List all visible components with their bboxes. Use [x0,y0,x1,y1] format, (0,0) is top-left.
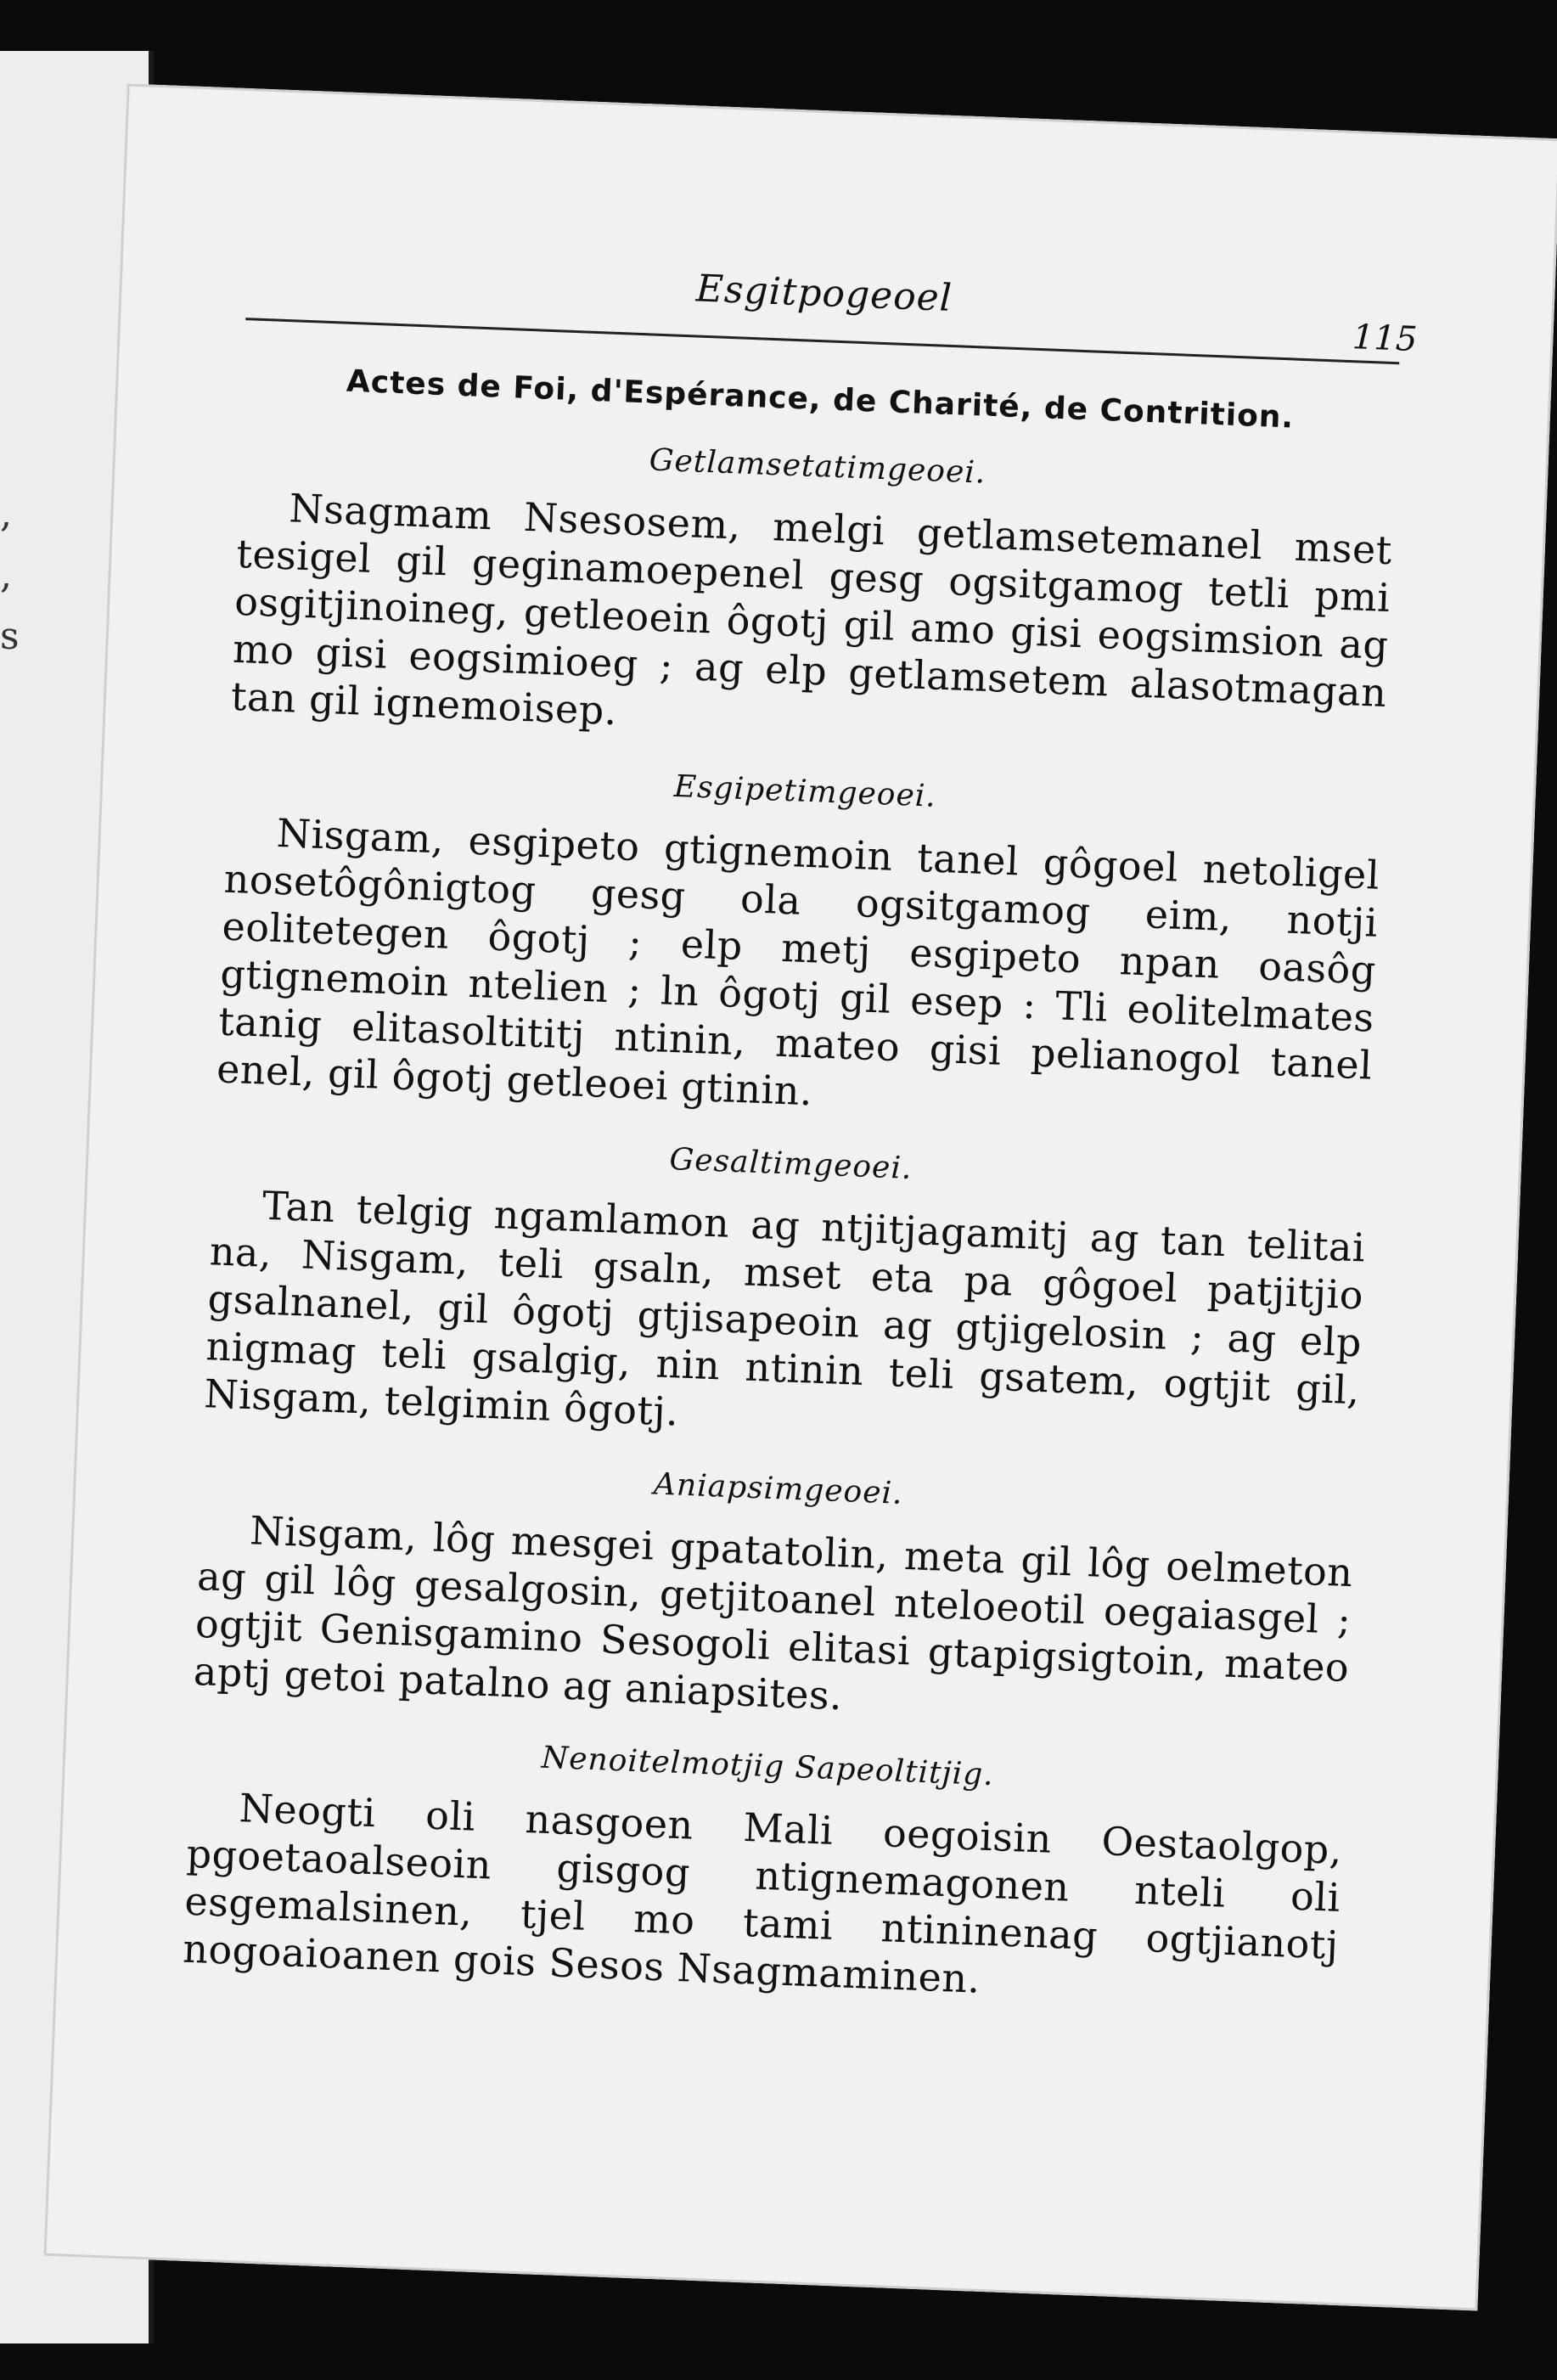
section-paragraph: Nsagmam Nsesosem, melgi getlamsetemanel mset tesigel gil geginamoepenel gesg ogsitgamog tetli pmi osgitjinoineg, getleoein ôgotj gil amo gisi eogsimsion ag mo gisi eogsimioeg ; ag elp getlamsetem alasotmagan tan gil ignemoisep. [230,485,1393,734]
section-paragraph: Nisgam, esgipeto gtignemoin tanel gôgoel netoligel nosetôgônigtog gesg ola ogsitgamog eim, notji eolitetegen ôgotj ; elp metj esgipeto npan oasôg gtignemoin ntelien ; ln ôgotj gil esep : Tli eolitelmates tanig elitasoltititj ntinin, mateo gisi pelianogol tanel enel, gil ôgotj getleoei gtinin. [216,809,1381,1115]
left-page-margin-marks [0,484,34,667]
left-mark: , [0,554,12,597]
page-content [182,241,1419,2017]
section-title: Nenoitelmotjig Sapeoltitjig. [541,1740,995,1793]
section-paragraph: Neogti oli nasgoen Mali oegoisin Oestaolgop, pgoetaoalseoin gisgog ntignemagonen nteli oli esgemalsinen, tjel mo tami ntininenag ogtjianotj nogoaioanen gois Sesos Nsagmaminen. [182,1785,1343,2002]
section [204,1124,1369,1461]
section-title: Esgipetimgeoei. [673,768,937,814]
section [230,427,1395,764]
section-paragraph: Nisgam, lôg mesgei gpatatolin, meta gil lôg oelmeton ag gil lôg gesalgosin, getjitoanel nteloeotil oegaiasgel ; ogtjit Genisgamino Sesogoli elitasi gtapigsigtoin, mateo aptj getoi patalno ag aniapsites. [193,1507,1354,1719]
running-head-title: Esgitpogeoel [694,267,953,320]
section-title: Gesaltimgeoei. [668,1141,913,1186]
section [182,1727,1345,2017]
book-page [43,84,1557,2311]
section-paragraph: Tan telgig ngamlamon ag ntjitjagamitj ag tan telitai na, Nisgam, teli gsaln, mset eta pa gôgoel patjitjio gsalnanel, gil ôgotj gtjisapeoin ag gtjigelosin ; ag elp nigmag teli gsalgig, nin ntinin teli gsatem, ogtjit gil, Nisgam, telgimin ôgotj. [203,1182,1367,1435]
section [216,752,1382,1137]
section [193,1449,1356,1739]
running-head [245,241,1419,379]
section-title: Getlamsetatimgeoei. [649,442,987,491]
left-mark: , [0,492,12,536]
acts-heading: Actes de Foi, d'Espérance, de Charité, de Contrition. [346,363,1295,436]
section-title: Aniapsimgeoei. [653,1466,904,1511]
left-mark: s [0,615,20,658]
page-number: 115 [1352,318,1419,360]
